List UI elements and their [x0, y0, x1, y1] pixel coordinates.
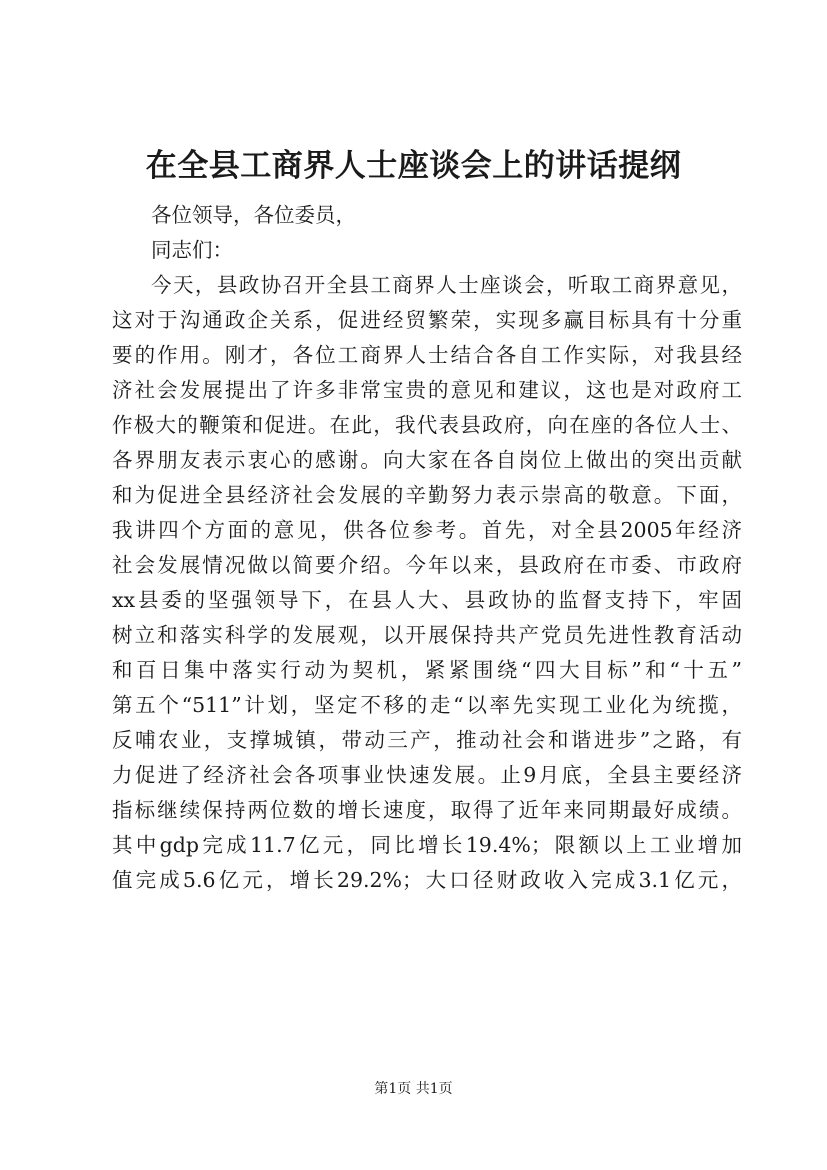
- body-line: 其中gdp完成11.7亿元，同比增长19.4%；限额以上工业增加: [112, 833, 742, 857]
- body-line: 反哺农业，支撑城镇，带动三产，推动社会和谐进步”之路，有: [112, 728, 742, 752]
- body-line: 和百日集中落实行动为契机，紧紧围绕“四大目标”和“十五”: [112, 658, 742, 682]
- body-line: 值完成5.6亿元，增长29.2%；大口径财政收入完成3.1亿元，: [112, 868, 742, 892]
- body-line: 今天，县政协召开全县工商界人士座谈会，听取工商界意见，: [151, 273, 742, 297]
- body-line: 社会发展情况做以简要介绍。今年以来，县政府在市委、市政府: [112, 553, 742, 577]
- body-line: 作极大的鞭策和促进。在此，我代表县政府，向在座的各位人士、: [112, 413, 742, 437]
- body-line: 各界朋友表示衷心的感谢。向大家在各自岗位上做出的突出贡献: [112, 448, 742, 472]
- body-line: 要的作用。刚才，各位工商界人士结合各自工作实际，对我县经: [112, 343, 742, 367]
- body-line: 第五个“511”计划，坚定不移的走“以率先实现工业化为统揽，: [112, 693, 742, 717]
- body-line: 这对于沟通政企关系，促进经贸繁荣，实现多赢目标具有十分重: [112, 308, 742, 332]
- body-line: 指标继续保持两位数的增长速度，取得了近年来同期最好成绩。: [112, 798, 742, 822]
- body-line: 树立和落实科学的发展观，以开展保持共产党员先进性教育活动: [112, 623, 742, 647]
- body-line: 和为促进全县经济社会发展的辛勤努力表示崇高的敬意。下面，: [112, 483, 742, 507]
- body-line: xx县委的坚强领导下，在县人大、县政协的监督支持下，牢固: [112, 588, 742, 612]
- page-footer: 第1页 共1页: [374, 1081, 453, 1097]
- body-line: 同志们：: [151, 238, 233, 262]
- body-line: 济社会发展提出了许多非常宝贵的意见和建议，这也是对政府工: [112, 378, 742, 402]
- document-body: [112, 198, 742, 898]
- document-title: 在全县工商界人士座谈会上的讲话提纲: [145, 148, 682, 184]
- body-line: 各位领导，各位委员，: [151, 203, 356, 227]
- body-line: 力促进了经济社会各项事业快速发展。止9月底，全县主要经济: [112, 763, 742, 787]
- body-line: 我讲四个方面的意见，供各位参考。首先，对全县2005年经济: [112, 518, 742, 542]
